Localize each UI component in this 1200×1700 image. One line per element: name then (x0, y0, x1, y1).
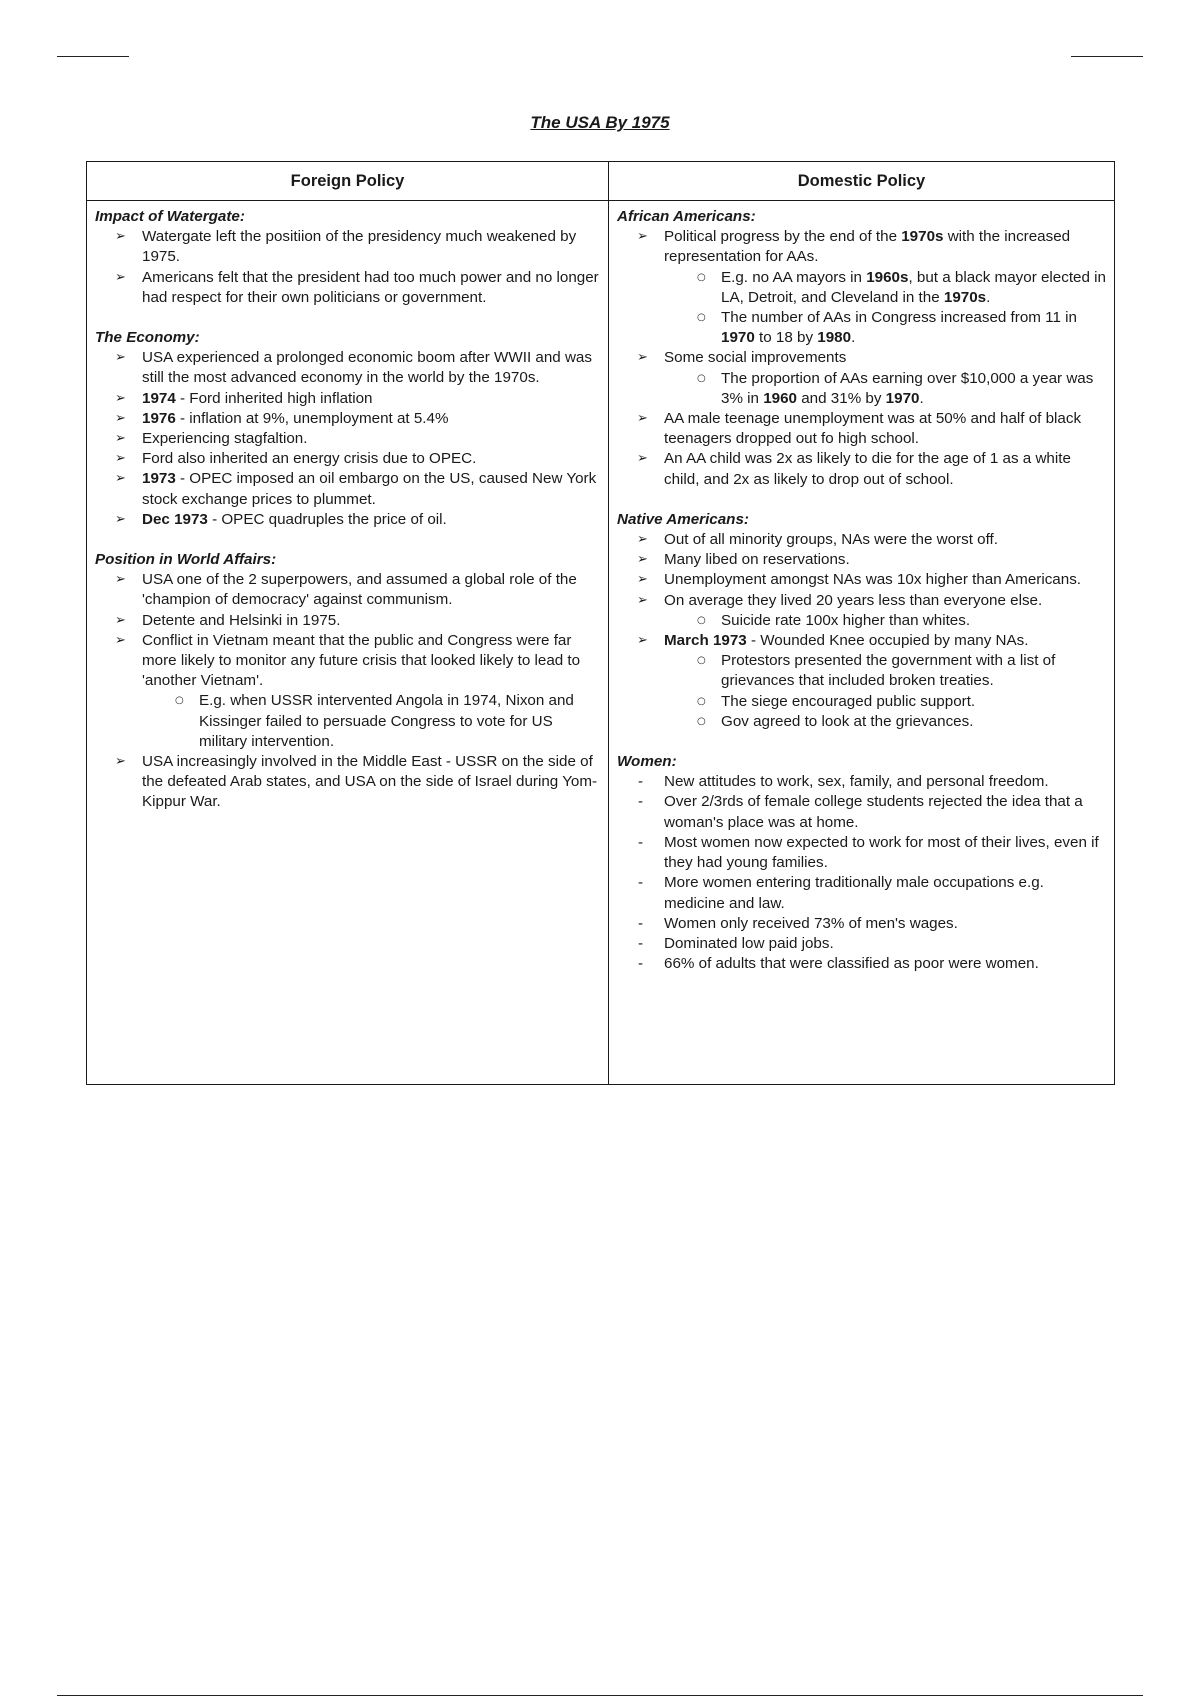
list-item (142, 631, 600, 752)
list-item: ➢ 1976 - inflation at 9%, unemployment at 5.4% (142, 409, 600, 429)
policy-table (86, 161, 1115, 1085)
section-heading: Women: (617, 753, 677, 771)
section-heading: African Americans: (617, 208, 756, 225)
world-affairs-section (95, 550, 600, 813)
list-item: ➢ Many libed on reservations. (664, 550, 1106, 570)
list-item-text: Conflict in Vietnam meant that the public and Congress were far more likely to monitor any future crisis that looked likely to lead to 'another Vietnam'. (142, 631, 581, 690)
foreign-policy-cell (87, 201, 609, 1085)
section-heading: Impact of Watergate: (95, 208, 245, 225)
header-right-rule (1071, 56, 1143, 57)
list-item: - Dominated low paid jobs. (664, 934, 1106, 954)
domestic-policy-cell (609, 201, 1115, 1085)
footer-rule (57, 1695, 1143, 1696)
sub-list-item: ○ E.g. when USSR intervented Angola in 1974, Nixon and Kissinger failed to persuade Congress to vote for US military intervention. (199, 691, 600, 752)
header-left-rule (57, 56, 129, 57)
women-section (617, 752, 1106, 974)
list-item (664, 631, 1106, 732)
list-item: ➢ Experiencing stagfaltion. (142, 429, 600, 449)
sub-list-item: ○ The number of AAs in Congress increased from 11 in 1970 to 18 by 1980. (721, 308, 1106, 348)
list-item-text: On average they lived 20 years less than everyone else. (664, 591, 1043, 609)
list-item: ➢ Watergate left the positiion of the presidency much weakened by 1975. (142, 227, 600, 267)
list-item: ➢ An AA child was 2x as likely to die for the age of 1 as a white child, and 2x as likely to drop out of school. (664, 449, 1106, 489)
sub-list-item: ○ Protestors presented the government with a list of grievances that included broken treaties. (721, 651, 1106, 691)
sub-list-item: ○ The proportion of AAs earning over $10,000 a year was 3% in 1960 and 31% by 1970. (721, 369, 1106, 409)
list-item: - 66% of adults that were classified as poor were women. (664, 954, 1106, 974)
list-item: ➢ USA increasingly involved in the Middle East - USSR on the side of the defeated Arab states, and USA on the side of Israel during Yom-Kippur War. (142, 752, 600, 813)
sub-list-item: ○ Gov agreed to look at the grievances. (721, 712, 1106, 732)
list-item (664, 591, 1106, 631)
section-heading: The Economy: (95, 329, 200, 347)
list-item: - Women only received 73% of men's wages. (664, 914, 1106, 934)
list-item: - More women entering traditionally male occupations e.g. medicine and law. (664, 873, 1106, 913)
list-item: ➢ 1974 - Ford inherited high inflation (142, 389, 600, 409)
list-item (664, 227, 1106, 348)
list-item: ➢ Unemployment amongst NAs was 10x higher than Americans. (664, 570, 1106, 590)
list-item: ➢ Detente and Helsinki in 1975. (142, 611, 600, 631)
sub-list-item: ○ E.g. no AA mayors in 1960s, but a black mayor elected in LA, Detroit, and Cleveland in the 1970s. (721, 268, 1106, 308)
section-heading: Position in World Affairs: (95, 551, 277, 569)
section-heading: Native Americans: (617, 510, 749, 528)
list-item: ➢ Dec 1973 - OPEC quadruples the price of oil. (142, 510, 600, 530)
list-item: ➢ Out of all minority groups, NAs were the worst off. (664, 530, 1106, 550)
foreign-policy-header: Foreign Policy (87, 162, 609, 201)
sub-list-item: ○ The siege encouraged public support. (721, 692, 1106, 712)
african-americans-section (617, 207, 1106, 490)
watergate-section (95, 207, 600, 308)
page-title: The USA By 1975 (530, 113, 670, 132)
sub-list-item: ○ Suicide rate 100x higher than whites. (721, 611, 1106, 631)
list-item: ➢ AA male teenage unemployment was at 50% and half of black teenagers dropped out fo high school. (664, 409, 1106, 449)
list-item: - Most women now expected to work for most of their lives, even if they had young families. (664, 833, 1106, 873)
list-item: ➢ Americans felt that the president had too much power and no longer had respect for their own politicians or government. (142, 268, 600, 308)
list-item: - New attitudes to work, sex, family, and personal freedom. (664, 772, 1106, 792)
list-item: ➢ USA one of the 2 superpowers, and assumed a global role of the 'champion of democracy' against communism. (142, 570, 600, 610)
economy-section (95, 328, 600, 530)
list-item-text: March 1973 - Wounded Knee occupied by many NAs. (664, 632, 1029, 650)
list-item (664, 348, 1106, 409)
list-item: ➢ 1973 - OPEC imposed an oil embargo on the US, caused New York stock exchange prices to plummet. (142, 469, 600, 509)
list-item-text: Political progress by the end of the 1970s with the increased representation for AAs. (664, 228, 1071, 266)
native-americans-section (617, 510, 1106, 732)
list-item: ➢ USA experienced a prolonged economic boom after WWII and was still the most advanced economy in the world by the 1970s. (142, 348, 600, 388)
domestic-policy-header: Domestic Policy (609, 162, 1115, 201)
list-item-text: Some social improvements (664, 349, 847, 367)
list-item: ➢ Ford also inherited an energy crisis due to OPEC. (142, 449, 600, 469)
list-item: - Over 2/3rds of female college students rejected the idea that a woman's place was at home. (664, 792, 1106, 832)
